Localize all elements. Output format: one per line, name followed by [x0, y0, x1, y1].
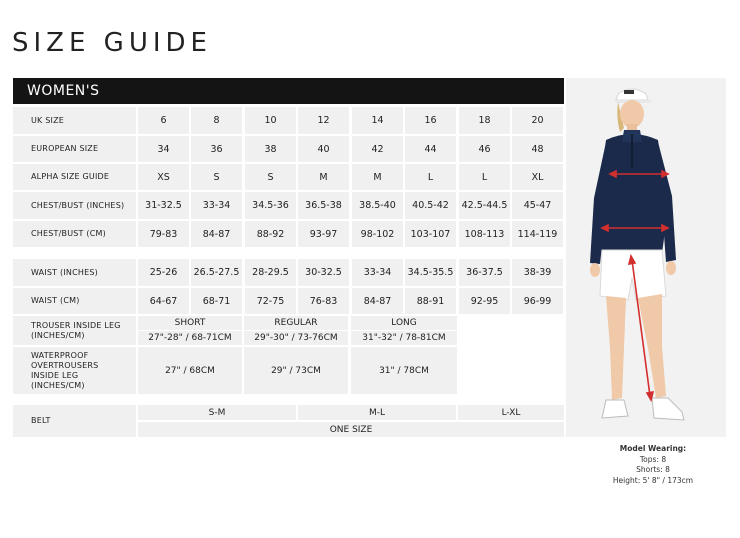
caption-title: Model Wearing:: [619, 444, 687, 453]
chest-in-row-cell: 34.5-36: [245, 192, 296, 219]
model-caption: [566, 444, 740, 486]
waist-cm-row-cell: 76-83: [298, 288, 349, 314]
alpha-row-cell: L: [459, 164, 510, 190]
eu-row-cell: 44: [405, 136, 456, 162]
chest-cm-row-cell: 93-97: [298, 221, 349, 247]
caption-height: Height: 5' 8" / 173cm: [612, 475, 694, 485]
alpha-row-cell: S: [245, 164, 296, 190]
eu-row-cell: 34: [138, 136, 189, 162]
waist-in-row-cell: 36-37.5: [459, 259, 510, 286]
chest-in-row-cell: 38.5-40: [352, 192, 403, 219]
eu-row-cell: 40: [298, 136, 349, 162]
chest-cm-row-label: CHEST/BUST (CM): [13, 221, 136, 247]
uk-row-cell: 10: [245, 107, 296, 134]
chest-in-row-cell: 40.5-42: [405, 192, 456, 219]
section-header-label: WOMEN'S: [27, 83, 100, 99]
alpha-row-cell: XS: [138, 164, 189, 190]
trouser-long-header: LONG: [351, 316, 457, 330]
waist-cm-row-cell: 64-67: [138, 288, 189, 314]
chest-in-row-cell: 36.5-38: [298, 192, 349, 219]
alpha-row-label: ALPHA SIZE GUIDE: [13, 164, 136, 190]
waist-in-row-cell: 38-39: [512, 259, 563, 286]
belt-label: BELT: [13, 405, 136, 437]
uk-row-cell: 12: [298, 107, 349, 134]
model-photo: [566, 78, 726, 437]
waist-in-row-cell: 25-26: [138, 259, 189, 286]
model-illustration: [566, 78, 726, 437]
belt-size-sm: S-M: [138, 405, 296, 420]
chest-cm-row-cell: 88-92: [245, 221, 296, 247]
chest-in-row-cell: 45-47: [512, 192, 563, 219]
womens-section-header: [13, 78, 564, 104]
eu-row-cell: 38: [245, 136, 296, 162]
trouser-label: [13, 316, 136, 345]
trouser-short-header: SHORT: [138, 316, 242, 330]
waist-cm-row-label: WAIST (CM): [13, 288, 136, 314]
uk-row-cell: 20: [512, 107, 563, 134]
eu-row-cell: 36: [191, 136, 242, 162]
waist-cm-row-cell: 72-75: [245, 288, 296, 314]
alpha-row-cell: M: [352, 164, 403, 190]
caption-shorts: Shorts: 8: [636, 465, 670, 474]
waist-cm-row-cell: 84-87: [352, 288, 403, 314]
waterproof-regular-value: 29" / 73CM: [244, 347, 348, 394]
waist-in-row-cell: 28-29.5: [245, 259, 296, 286]
chest-cm-row-cell: 114-119: [512, 221, 563, 247]
trouser-label-line2: (INCHES/CM): [31, 330, 85, 340]
uk-row-label: UK SIZE: [13, 107, 136, 134]
waterproof-label-line3: INSIDE LEG: [31, 370, 79, 380]
waist-cm-row-cell: 88-91: [405, 288, 456, 314]
eu-row-cell: 48: [512, 136, 563, 162]
waterproof-label-line1: WATERPROOF: [31, 350, 89, 360]
belt-one-size: ONE SIZE: [138, 422, 564, 437]
trouser-long-value: 31"-32" / 78-81CM: [351, 331, 457, 345]
alpha-row-cell: S: [191, 164, 242, 190]
belt-size-lxl: L-XL: [458, 405, 564, 420]
eu-row-cell: 46: [459, 136, 510, 162]
waist-in-row-label: WAIST (INCHES): [13, 259, 136, 286]
waist-in-row-cell: 30-32.5: [298, 259, 349, 286]
waist-cm-row-cell: 96-99: [512, 288, 563, 314]
trouser-regular-header: REGULAR: [244, 316, 348, 330]
waterproof-label: [13, 347, 136, 394]
chest-cm-row-cell: 98-102: [352, 221, 403, 247]
uk-row-cell: 6: [138, 107, 189, 134]
waist-cm-row-cell: 68-71: [191, 288, 242, 314]
uk-row-cell: 14: [352, 107, 403, 134]
eu-row-label: EUROPEAN SIZE: [13, 136, 136, 162]
chest-cm-row-cell: 108-113: [459, 221, 510, 247]
waist-cm-row-cell: 92-95: [459, 288, 510, 314]
chest-cm-row-cell: 103-107: [405, 221, 456, 247]
uk-row-cell: 18: [459, 107, 510, 134]
alpha-row-cell: XL: [512, 164, 563, 190]
chest-in-row-cell: 42.5-44.5: [459, 192, 510, 219]
chest-cm-row-cell: 84-87: [191, 221, 242, 247]
waterproof-label-line4: (INCHES/CM): [31, 380, 85, 390]
waist-in-row-cell: 26.5-27.5: [191, 259, 242, 286]
eu-row-cell: 42: [352, 136, 403, 162]
uk-row-cell: 16: [405, 107, 456, 134]
trouser-label-line1: TROUSER INSIDE LEG: [31, 320, 121, 330]
chest-in-row-label: CHEST/BUST (INCHES): [13, 192, 136, 219]
waist-in-row-cell: 33-34: [352, 259, 403, 286]
waterproof-long-value: 31" / 78CM: [351, 347, 457, 394]
trouser-short-value: 27"-28" / 68-71CM: [138, 331, 242, 345]
alpha-row-cell: L: [405, 164, 456, 190]
waterproof-short-value: 27" / 68CM: [138, 347, 242, 394]
page-title: SIZE GUIDE: [12, 28, 212, 58]
belt-size-ml: M-L: [298, 405, 456, 420]
chest-cm-row-cell: 79-83: [138, 221, 189, 247]
chest-in-row-cell: 31-32.5: [138, 192, 189, 219]
trouser-regular-value: 29"-30" / 73-76CM: [244, 331, 348, 345]
caption-tops: Tops: 8: [639, 454, 667, 464]
uk-row-cell: 8: [191, 107, 242, 134]
alpha-row-cell: M: [298, 164, 349, 190]
waterproof-label-line2: OVERTROUSERS: [31, 360, 99, 370]
waist-in-row-cell: 34.5-35.5: [405, 259, 456, 286]
chest-in-row-cell: 33-34: [191, 192, 242, 219]
